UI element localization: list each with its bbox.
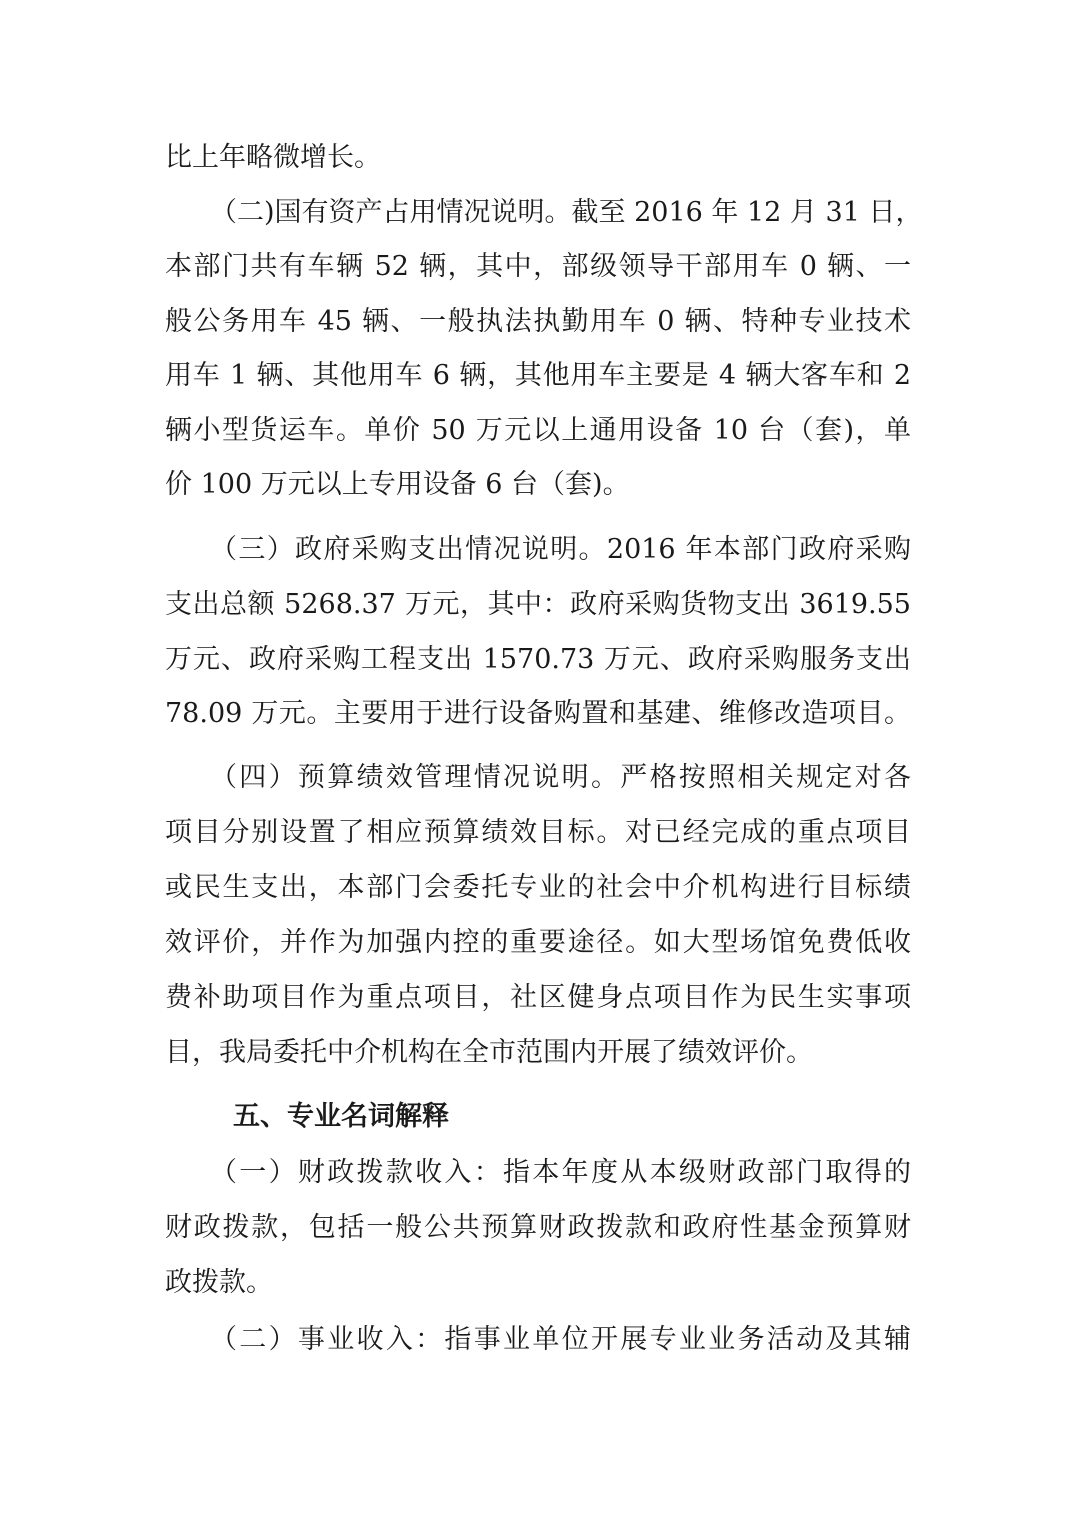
paragraph-line-assets-heading: （二)国有资产占用情况说明。截至 2016 年 12 月 31 日，: [210, 197, 923, 228]
section-heading: 五、专业名词解释: [233, 1101, 449, 1132]
paragraph-line: 财政拨款，包括一般公共预算财政拨款和政府性基金预算财: [165, 1212, 911, 1243]
paragraph-line: 本部门共有车辆 52 辆，其中，部级领导干部用车 0 辆、一: [165, 251, 911, 282]
paragraph-line: 价 100 万元以上专用设备 6 台（套)。: [165, 469, 630, 500]
paragraph-line: 效评价，并作为加强内控的重要途径。如大型场馆免费低收: [165, 927, 911, 958]
paragraph-line: 费补助项目作为重点项目，社区健身点项目作为民生实事项: [165, 982, 911, 1013]
paragraph-line: 政拨款。: [165, 1267, 273, 1298]
paragraph-line: 或民生支出，本部门会委托专业的社会中介机构进行目标绩: [165, 872, 911, 903]
paragraph-line-fiscal-appropriation: （一）财政拨款收入：指本年度从本级财政部门取得的: [210, 1157, 911, 1188]
paragraph-line-performance-heading: （四）预算绩效管理情况说明。严格按照相关规定对各: [210, 762, 911, 793]
paragraph-line: 辆小型货运车。单价 50 万元以上通用设备 10 台（套)，单: [165, 415, 911, 446]
paragraph-line: 用车 1 辆、其他用车 6 辆，其他用车主要是 4 辆大客车和 2: [165, 360, 911, 391]
paragraph-line: 78.09 万元。主要用于进行设备购置和基建、维修改造项目。: [165, 698, 911, 729]
paragraph-line: 般公务用车 45 辆、一般执法执勤用车 0 辆、特种专业技术: [165, 306, 911, 337]
paragraph-line-business-income: （二）事业收入：指事业单位开展专业业务活动及其辅: [210, 1324, 911, 1355]
paragraph-line: 万元、政府采购工程支出 1570.73 万元、政府采购服务支出: [165, 644, 911, 675]
paragraph-line-procurement-heading: （三）政府采购支出情况说明。2016 年本部门政府采购: [210, 534, 911, 565]
paragraph-line: 比上年略微增长。: [165, 142, 381, 173]
paragraph-line: 目，我局委托中介机构在全市范围内开展了绩效评价。: [165, 1037, 813, 1068]
paragraph-line: 项目分别设置了相应预算绩效目标。对已经完成的重点项目: [165, 817, 911, 848]
paragraph-line: 支出总额 5268.37 万元，其中：政府采购货物支出 3619.55: [165, 589, 911, 620]
